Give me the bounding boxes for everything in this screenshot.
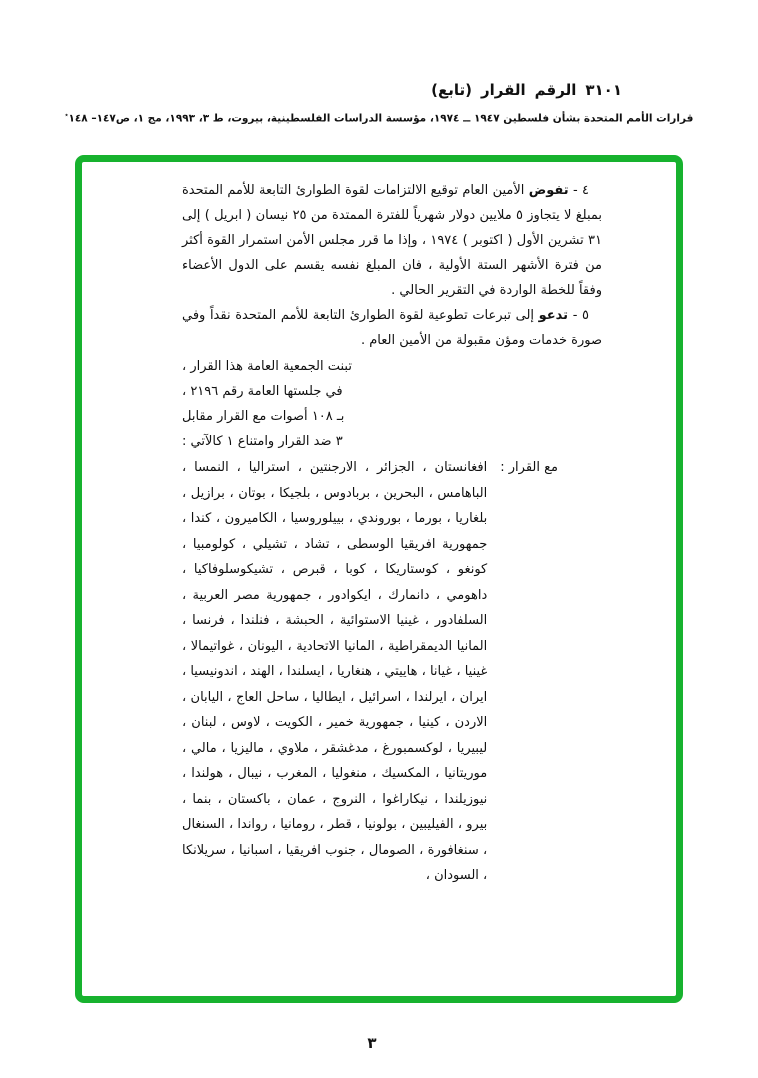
page-number: ٣ [367, 1034, 377, 1052]
vote-with-countries: افغانستان ، الجزائر ، الارجنتين ، استراليا ، النمسا ، الباهامس ، البحرين ، بربادوس ، بلجيكا ، بوتان ، برازيل ، بلغاريا ، بورما ، بوروندي ، بييلوروسيا ، الكاميرون ، كندا ، جمهورية افريقيا الوسطى ، تشاد ، تشيلي ، كولومبيا ، كونغو ، كوستاريكا ، كوبا ، قبرص ، تشيكوسلوفاكيا ، داهومي ، دانمارك ، ايكوادور ، جمهورية مصر العربية ، السلفادور ، غينيا الاستوائية ، الحبشة ، فنلندا ، فرنسا ، المانيا الديمقراطية ، المانيا الاتحادية ، اليونان ، غواتيمالا ، غينيا ، غيانا ، هاييتي ، هنغاريا ، ايسلندا ، الهند ، اندونيسيا ، ايران ، ايرلندا ، اسرائيل ، ايطاليا ، ساحل العاج ، اليابان ، الاردن ، كينيا ، جمهورية خمير ، الكويت ، لاوس ، لبنان ، ليبيريا ، لوكسمبورغ ، مدغشقر ، ملاوي ، ماليزيا ، مالي ، موريتانيا ، المكسيك ، منغوليا ، المغرب ، نيبال ، هولندا ، نيوزيلندا ، نيكاراغوا ، النروج ، عمان ، باكستان ، بنما ، بيرو ، الفيليبين ، بولونيا ، قطر ، رومانيا ، رواندا ، السنغال ، سنغافورة ، الصومال ، جنوب افريقيا ، اسبانيا ، سريلانكا ، السودان ، [182, 460, 488, 883]
resolution-text-block [82, 162, 676, 996]
clause-5-number: ٥ - [572, 308, 589, 323]
page-title [0, 80, 622, 100]
clause-5-text: إلى تبرعات تطوعية لقوة الطوارئ التابعة للأمم المتحدة نقداً وفي صورة خدمات ومؤن مقبولة من الأمين العام . [182, 308, 602, 348]
source-citation-text: قرارات الأمم المتحدة بشأن فلسطين ١٩٤٧ ــ ١٩٧٤، مؤسسة الدراسات الفلسطينية، بيروت، ط ٣، ١٩٩٣، مج ١، ص١٤٧– ١٤٨ [68, 112, 694, 125]
title-word-tabi: (تابع) [431, 81, 472, 99]
vote-record [182, 455, 558, 889]
green-frame [75, 155, 683, 1003]
title-word-raqm: الرقم [534, 81, 577, 99]
clause-4-keyword: تفوض [528, 183, 569, 198]
adoption-line: في جلستها العامة رقم ٢١٩٦ ، [182, 384, 343, 399]
clause-4-number: ٤ - [572, 183, 589, 198]
adoption-note [182, 354, 602, 454]
title-word-number: ٣١٠١ [585, 81, 622, 99]
clause-4 [182, 178, 602, 303]
clause-4-text: الأمين العام توقيع الالتزامات لقوة الطوارئ التابعة للأمم المتحدة بمبلغ لا يتجاوز ٥ ملايين دولار شهرياً للفترة الممتدة من ٢٥ نيسان ( ابريل ) إلى ٣١ تشرين الأول ( اكتوبر ) ١٩٧٤ ، وإذا ما قرر مجلس الأمن استمرار القوة أكثر من فترة الأشهر الستة الأولية ، فان المبلغ نفسه يقسم على الدول الأعضاء وفقاً للخطة الواردة في التقرير الحالي . [182, 183, 602, 298]
adoption-line: ٣ ضد القرار وامتناع ١ كالآتي : [182, 434, 343, 449]
vote-with-label: مع القرار : [500, 460, 558, 475]
clause-5 [182, 303, 602, 353]
adoption-line: تبنت الجمعية العامة هذا القرار ، [182, 359, 352, 374]
footnote-mark: ٭ [64, 111, 69, 119]
title-word-qarar: القرار [480, 81, 526, 99]
clause-5-keyword: تدعو [538, 308, 569, 323]
adoption-line: بـ ١٠٨ أصوات مع القرار مقابل [182, 409, 345, 424]
source-citation [0, 107, 758, 127]
